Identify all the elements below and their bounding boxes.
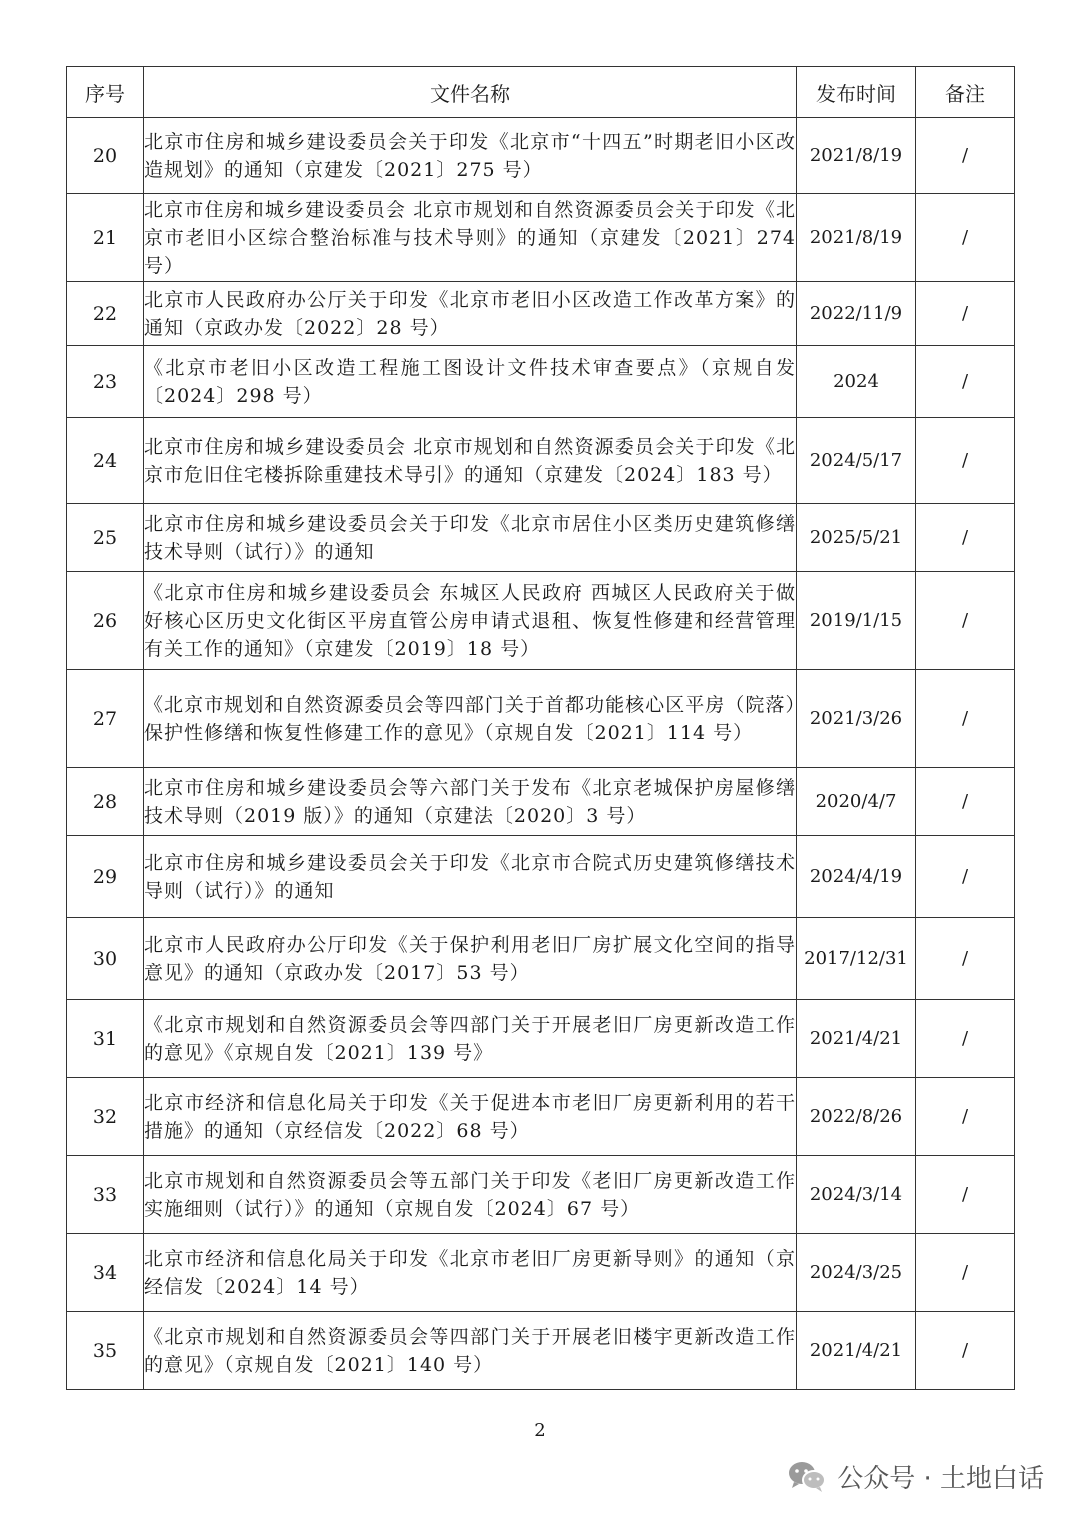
row-file-name: 北京市经济和信息化局关于印发《北京市老旧厂房更新导则》的通知（京经信发〔2024〕14 号） xyxy=(144,1234,797,1312)
table-row xyxy=(67,118,1015,194)
header-publish-date: 发布时间 xyxy=(797,67,916,118)
row-publish-date: 2024 xyxy=(797,346,916,418)
watermark xyxy=(787,1458,1044,1495)
header-remarks: 备注 xyxy=(916,67,1015,118)
row-file-name: 《北京市老旧小区改造工程施工图设计文件技术审查要点》（京规自发〔2024〕298 号） xyxy=(144,346,797,418)
row-remark: / xyxy=(916,418,1015,504)
row-remark: / xyxy=(916,670,1015,768)
row-serial: 26 xyxy=(67,572,144,670)
row-file-name: 北京市住房和城乡建设委员会 北京市规划和自然资源委员会关于印发《北京市危旧住宅楼拆除重建技术导引》的通知（京建发〔2024〕183 号） xyxy=(144,418,797,504)
row-serial: 29 xyxy=(67,836,144,918)
row-remark: / xyxy=(916,346,1015,418)
row-serial: 23 xyxy=(67,346,144,418)
row-file-name: 《北京市住房和城乡建设委员会 东城区人民政府 西城区人民政府关于做好核心区历史文化街区平房直管公房申请式退租、恢复性修建和经营管理有关工作的通知》（京建发〔2019〕18 号） xyxy=(144,572,797,670)
row-serial: 24 xyxy=(67,418,144,504)
row-serial: 27 xyxy=(67,670,144,768)
row-publish-date: 2022/8/26 xyxy=(797,1078,916,1156)
row-serial: 32 xyxy=(67,1078,144,1156)
row-serial: 31 xyxy=(67,1000,144,1078)
row-publish-date: 2017/12/31 xyxy=(797,918,916,1000)
table-row xyxy=(67,572,1015,670)
row-publish-date: 2022/11/9 xyxy=(797,282,916,346)
row-remark: / xyxy=(916,836,1015,918)
row-file-name: 北京市住房和城乡建设委员会关于印发《北京市居住小区类历史建筑修缮技术导则（试行）》的通知 xyxy=(144,504,797,572)
row-publish-date: 2024/4/19 xyxy=(797,836,916,918)
row-file-name: 北京市人民政府办公厅关于印发《北京市老旧小区改造工作改革方案》的通知（京政办发〔2022〕28 号） xyxy=(144,282,797,346)
table-row xyxy=(67,1000,1015,1078)
row-publish-date: 2021/4/21 xyxy=(797,1000,916,1078)
row-remark: / xyxy=(916,572,1015,670)
row-serial: 33 xyxy=(67,1156,144,1234)
row-file-name: 北京市住房和城乡建设委员会等六部门关于发布《北京老城保护房屋修缮技术导则（2019 版）》的通知（京建法〔2020〕3 号） xyxy=(144,768,797,836)
row-file-name: 北京市住房和城乡建设委员会关于印发《北京市“十四五”时期老旧小区改造规划》的通知（京建发〔2021〕275 号） xyxy=(144,118,797,194)
watermark-text: 公众号 · 土地白话 xyxy=(837,1464,1044,1494)
table-row xyxy=(67,346,1015,418)
page-number: 2 xyxy=(534,1420,546,1441)
row-remark: / xyxy=(916,768,1015,836)
row-remark: / xyxy=(916,194,1015,282)
table-row xyxy=(67,1156,1015,1234)
row-serial: 25 xyxy=(67,504,144,572)
row-remark: / xyxy=(916,504,1015,572)
row-remark: / xyxy=(916,1156,1015,1234)
row-file-name: 北京市住房和城乡建设委员会 北京市规划和自然资源委员会关于印发《北京市老旧小区综合整治标准与技术导则》的通知（京建发〔2021〕274 号） xyxy=(144,194,797,282)
table-row xyxy=(67,836,1015,918)
row-publish-date: 2021/4/21 xyxy=(797,1312,916,1390)
header-file-name: 文件名称 xyxy=(144,67,797,118)
table-row xyxy=(67,418,1015,504)
row-remark: / xyxy=(916,1078,1015,1156)
table-row xyxy=(67,504,1015,572)
row-serial: 21 xyxy=(67,194,144,282)
table-row xyxy=(67,1312,1015,1390)
table-header-row xyxy=(67,67,1015,118)
header-serial: 序号 xyxy=(67,67,144,118)
table-row xyxy=(67,194,1015,282)
wechat-icon xyxy=(787,1460,827,1494)
row-remark: / xyxy=(916,918,1015,1000)
row-publish-date: 2024/5/17 xyxy=(797,418,916,504)
table-row xyxy=(67,282,1015,346)
row-publish-date: 2021/8/19 xyxy=(797,194,916,282)
row-publish-date: 2021/8/19 xyxy=(797,118,916,194)
row-publish-date: 2024/3/25 xyxy=(797,1234,916,1312)
document-table xyxy=(66,66,1015,1390)
row-publish-date: 2021/3/26 xyxy=(797,670,916,768)
row-serial: 35 xyxy=(67,1312,144,1390)
table-row xyxy=(67,918,1015,1000)
row-serial: 34 xyxy=(67,1234,144,1312)
row-remark: / xyxy=(916,1234,1015,1312)
row-publish-date: 2020/4/7 xyxy=(797,768,916,836)
row-serial: 20 xyxy=(67,118,144,194)
row-publish-date: 2025/5/21 xyxy=(797,504,916,572)
row-file-name: 北京市住房和城乡建设委员会关于印发《北京市合院式历史建筑修缮技术导则（试行）》的通知 xyxy=(144,836,797,918)
row-file-name: 北京市规划和自然资源委员会等五部门关于印发《老旧厂房更新改造工作实施细则（试行）》的通知（京规自发〔2024〕67 号） xyxy=(144,1156,797,1234)
row-file-name: 北京市经济和信息化局关于印发《关于促进本市老旧厂房更新利用的若干措施》的通知（京经信发〔2022〕68 号） xyxy=(144,1078,797,1156)
row-serial: 30 xyxy=(67,918,144,1000)
row-publish-date: 2024/3/14 xyxy=(797,1156,916,1234)
row-file-name: 北京市人民政府办公厅印发《关于保护利用老旧厂房扩展文化空间的指导意见》的通知（京政办发〔2017〕53 号） xyxy=(144,918,797,1000)
row-remark: / xyxy=(916,282,1015,346)
row-remark: / xyxy=(916,1312,1015,1390)
table-row xyxy=(67,768,1015,836)
row-serial: 22 xyxy=(67,282,144,346)
table-row xyxy=(67,1078,1015,1156)
row-file-name: 《北京市规划和自然资源委员会等四部门关于首都功能核心区平房（院落）保护性修缮和恢复性修建工作的意见》（京规自发〔2021〕114 号） xyxy=(144,670,797,768)
table-row xyxy=(67,1234,1015,1312)
row-file-name: 《北京市规划和自然资源委员会等四部门关于开展老旧厂房更新改造工作的意见》《京规自发〔2021〕139 号》 xyxy=(144,1000,797,1078)
table-row xyxy=(67,670,1015,768)
row-remark: / xyxy=(916,1000,1015,1078)
row-file-name: 《北京市规划和自然资源委员会等四部门关于开展老旧楼宇更新改造工作的意见》（京规自发〔2021〕140 号） xyxy=(144,1312,797,1390)
row-serial: 28 xyxy=(67,768,144,836)
row-remark: / xyxy=(916,118,1015,194)
row-publish-date: 2019/1/15 xyxy=(797,572,916,670)
